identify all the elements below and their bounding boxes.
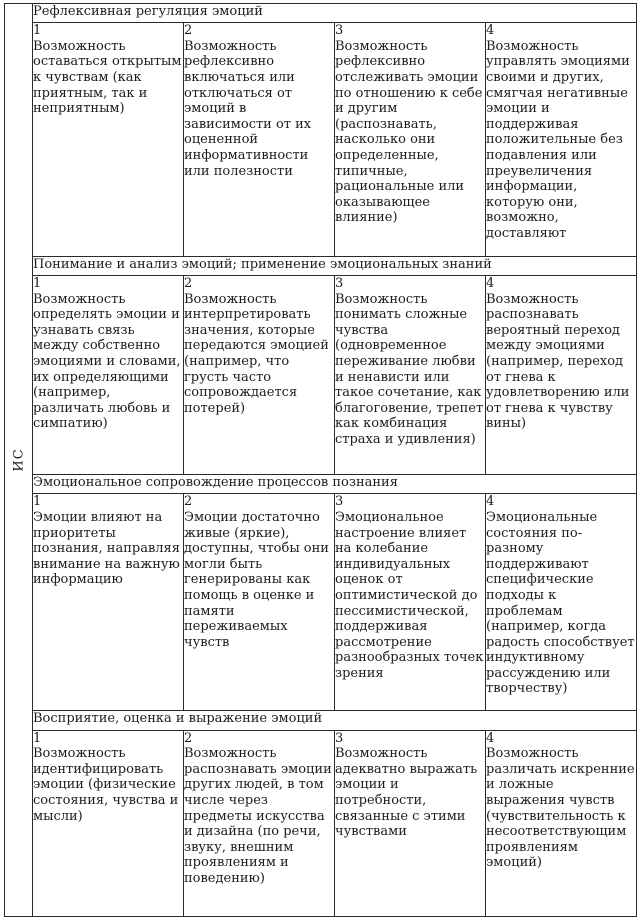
table-cell (33, 23, 184, 257)
cell-text: Возможность оставаться открытым к чувствам (как приятным, так и неприятным) (33, 38, 182, 117)
cell-text: Возможность распознавать эмоции других людей, в том числе через предметы искусства и дизайна (по речи, звуку, внешним проявлениям и поведению) (184, 746, 332, 886)
table-cell (33, 275, 184, 474)
table-cell (184, 494, 335, 711)
cell-number: 2 (184, 730, 193, 746)
side-label: ИС (11, 448, 26, 472)
cell-number: 2 (184, 23, 193, 39)
cell-number: 3 (335, 730, 344, 746)
section-title: Понимание и анализ эмоций; применение эмоциональных знаний (33, 256, 637, 275)
table-cell (335, 730, 486, 916)
side-label-cell (5, 4, 33, 917)
cell-text: Возможность понимать сложные чувства (одновременное переживание любви и ненависти или такое сочетание, как благоговение, трепет как комбинация страха и удивления) (335, 291, 484, 447)
cell-text: Эмоции влияют на приоритеты познания, направляя внимание на важную информацию (33, 509, 180, 588)
cell-text: Возможность интерпретировать значения, которые передаются эмоцией (например, что грусть часто сопровождается потерей) (184, 291, 329, 416)
cell-number: 4 (486, 275, 495, 291)
section-title: Восприятие, оценка и выражение эмоций (33, 711, 637, 730)
cell-number: 2 (184, 275, 193, 291)
cell-number: 4 (486, 23, 495, 39)
table-cell (184, 23, 335, 257)
cell-number: 4 (486, 730, 495, 746)
table-cell (486, 23, 637, 257)
cell-number: 4 (486, 494, 495, 510)
cell-text: Эмоциональные состояния по-разному поддерживают специфические подходы к проблемам (например, когда радость способствует индуктивному рассуждению или творчеству) (486, 509, 635, 697)
cell-number: 1 (33, 23, 42, 39)
table-cell (486, 494, 637, 711)
cell-number: 3 (335, 494, 344, 510)
cell-number: 1 (33, 730, 42, 746)
cell-text: Возможность адекватно выражать эмоции и потребности, связанные с этими чувствами (335, 746, 478, 840)
table-cell (486, 730, 637, 916)
table-cell (33, 730, 184, 916)
table-cell (184, 730, 335, 916)
table-cell (184, 275, 335, 474)
cell-text: Эмоциональное настроение влияет на колебание индивидуальных оценок от оптимистической до пессимистической, поддерживая рассмотрение разнообразных точек зрения (335, 509, 484, 681)
table-cell (335, 23, 486, 257)
cell-text: Возможность определять эмоции и узнавать связь между собственно эмоциями и словами, их определяющими (например, различать любовь и симпатию) (33, 291, 181, 432)
cell-text: Возможность распознавать вероятный переход между эмоциями (например, переход от гнева к удовлетворению или от гнева к чувству вины) (486, 291, 630, 432)
cell-text: Возможность рефлексивно отслеживать эмоции по отношению к себе и другим (распознавать, насколько они определенные, типичные, рациональные или оказывающее влияние) (335, 38, 483, 226)
cell-number: 3 (335, 23, 344, 39)
table-cell (335, 275, 486, 474)
cell-text: Возможность управлять эмоциями своими и других, смягчая негативные эмоции и поддерживая положительные без подавления или преувеличения информации, которую они, возможно, доставляют (486, 38, 630, 241)
cell-text: Возможность рефлексивно включаться или отключаться от эмоций в зависимости от их оцененной информативности или полезности (184, 38, 312, 179)
cell-number: 1 (33, 494, 42, 510)
section-title: Рефлексивная регуляция эмоций (33, 4, 637, 23)
cell-text: Эмоции достаточно живые (яркие), доступны, чтобы они могли быть генерированы как помощь в оценке и памяти переживаемых чувств (184, 509, 329, 650)
cell-number: 2 (184, 494, 193, 510)
cell-text: Возможность различать искренние и ложные выражения чувств (чувствительность к несоответствующим проявлениям эмоций) (486, 746, 635, 871)
table-cell (486, 275, 637, 474)
ability-model-table (4, 3, 637, 917)
cell-number: 1 (33, 275, 42, 291)
table-cell (33, 494, 184, 711)
cell-number: 3 (335, 275, 344, 291)
section-title: Эмоциональное сопровождение процессов познания (33, 475, 637, 494)
cell-text: Возможность идентифицировать эмоции (физические состояния, чувства и мысли) (33, 746, 179, 824)
table-cell (335, 494, 486, 711)
